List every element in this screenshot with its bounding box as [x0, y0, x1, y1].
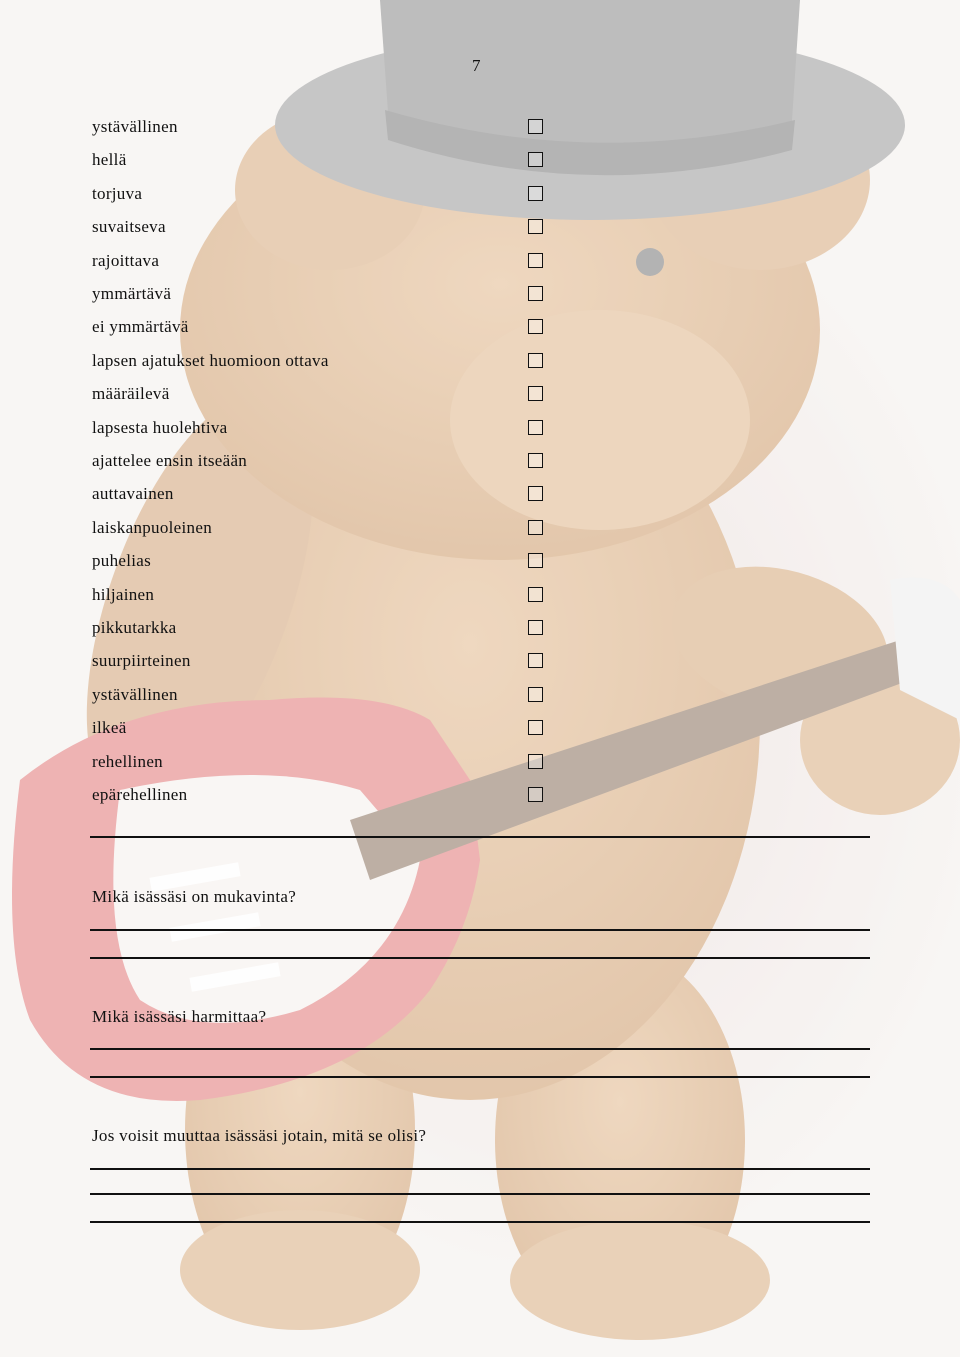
trait-row [92, 549, 552, 575]
trait-row [92, 449, 552, 475]
trait-label: määräilevä [92, 384, 170, 404]
answer-line[interactable] [90, 929, 870, 931]
trait-checkbox[interactable] [528, 353, 543, 368]
trait-label: ajattelee ensin itseään [92, 451, 248, 470]
trait-row [92, 349, 552, 375]
trait-checkbox[interactable] [528, 253, 543, 268]
trait-row [92, 482, 552, 508]
trait-row [92, 382, 552, 408]
trait-row [92, 683, 552, 709]
trait-row [92, 783, 552, 809]
trait-row [92, 416, 552, 442]
answer-line[interactable] [90, 1076, 870, 1078]
page-number: 7 [472, 56, 481, 75]
trait-label: suurpiirteinen [92, 651, 191, 671]
trait-label: ystävällinen [92, 117, 178, 136]
trait-checkbox[interactable] [528, 386, 543, 401]
trait-label: laiskanpuoleinen [92, 517, 212, 537]
trait-label: ilkeä [92, 718, 127, 738]
trait-label: hiljainen [92, 584, 155, 604]
trait-checkbox[interactable] [528, 720, 543, 735]
trait-checkbox[interactable] [528, 687, 543, 702]
trait-checkbox[interactable] [528, 152, 543, 167]
answer-line[interactable] [90, 957, 870, 959]
answer-line[interactable] [90, 1221, 870, 1223]
trait-label: puhelias [92, 551, 152, 571]
trait-label: ei ymmärtävä [92, 317, 189, 337]
trait-checkbox[interactable] [528, 620, 543, 635]
trait-row [92, 516, 552, 542]
trait-label: suvaitseva [92, 217, 166, 237]
trait-label: hellä [92, 150, 127, 170]
trait-checkbox[interactable] [528, 787, 543, 802]
question-most-pleasant: Mikä isässäsi on mukavinta? [92, 887, 297, 906]
trait-checkbox[interactable] [528, 319, 543, 334]
trait-label: torjuva [92, 183, 143, 203]
answer-line[interactable] [90, 1168, 870, 1170]
trait-label: pikkutarkka [92, 618, 177, 637]
trait-checkbox[interactable] [528, 587, 543, 602]
trait-row [92, 148, 552, 174]
trait-row [92, 716, 552, 742]
trait-checkbox[interactable] [528, 754, 543, 769]
trait-row [92, 315, 552, 341]
trait-row [92, 282, 552, 308]
answer-line[interactable] [90, 1193, 870, 1195]
trait-checkbox[interactable] [528, 119, 543, 134]
answer-line[interactable] [90, 836, 870, 838]
trait-row [92, 215, 552, 241]
trait-checkbox[interactable] [528, 219, 543, 234]
answer-line[interactable] [90, 1048, 870, 1050]
trait-row [92, 649, 552, 675]
trait-checkbox[interactable] [528, 653, 543, 668]
trait-row [92, 182, 552, 208]
trait-label: ymmärtävä [92, 284, 172, 303]
question-change: Jos voisit muuttaa isässäsi jotain, mitä se olisi? [92, 1126, 427, 1145]
trait-checkbox[interactable] [528, 453, 543, 468]
trait-row [92, 750, 552, 776]
trait-checkbox[interactable] [528, 420, 543, 435]
trait-row [92, 249, 552, 275]
trait-label: rehellinen [92, 751, 163, 771]
trait-label: epärehellinen [92, 785, 188, 804]
trait-checkbox[interactable] [528, 486, 543, 501]
trait-label: rajoittava [92, 250, 160, 270]
trait-row [92, 115, 552, 141]
question-annoying: Mikä isässäsi harmittaa? [92, 1007, 267, 1026]
trait-label: auttavainen [92, 484, 174, 504]
trait-label: ystävällinen [92, 684, 178, 704]
trait-row [92, 616, 552, 642]
trait-checkbox[interactable] [528, 286, 543, 301]
trait-row [92, 583, 552, 609]
trait-checkbox[interactable] [528, 186, 543, 201]
trait-label: lapsesta huolehtiva [92, 417, 228, 437]
trait-checkbox[interactable] [528, 520, 543, 535]
trait-checkbox[interactable] [528, 553, 543, 568]
trait-label: lapsen ajatukset huomioon ottava [92, 350, 329, 370]
